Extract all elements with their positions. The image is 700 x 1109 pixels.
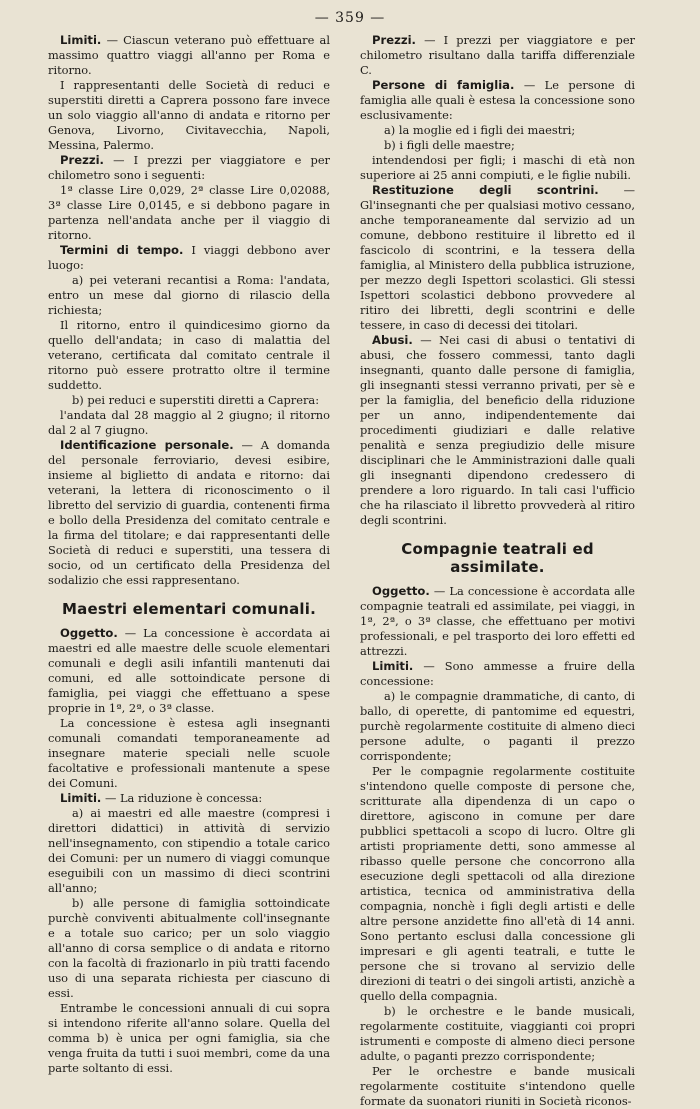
paragraph: [48, 318, 330, 393]
paragraph: [360, 584, 635, 659]
paragraph-text: — La concessione è accordata ai maestri ed alle maestre delle scuole elementari comunali e degli asili infantili mantenuti dai comuni, ed alle sottoindicate persone di famiglia, pei viaggi che effettuano a spese proprie in 1ª, 2ª, o 3ª classe.: [48, 626, 330, 715]
paragraph-text: La concessione è estesa agli insegnanti comunali comandati temporaneamente ad insegnare materie speciali nelle scuole facoltative e professionali mantenute a spese dei Comuni.: [48, 716, 330, 790]
paragraph: [360, 659, 635, 689]
paragraph-text: — Ciascun veterano può effettuare al massimo quattro viaggi all'anno per Roma e ritorno.: [48, 33, 330, 77]
paragraph: [48, 896, 330, 1001]
paragraph-lead: Identificazione personale.: [60, 438, 234, 452]
paragraph: [48, 153, 330, 183]
paragraph-lead: Limiti.: [60, 791, 102, 805]
paragraph-text: b) pei reduci e superstiti diretti a Caprera:: [72, 393, 320, 407]
paragraph-text: — Gl'insegnanti che per qualsiasi motivo cessano, anche temporaneamente dal servizio ad un comune, debbono restituire il libretto ed il fascicolo di scontrini, e la tessera della famiglia, al Ministero della pubblica istruzione, per mezzo degli Ispettori scolastici. Gli stessi Ispettori scolastici debbono provvedere al ritiro dei libretti, degli scontrini e delle tessere, in caso di decessi dei titolari.: [360, 183, 635, 332]
paragraph-lead: Oggetto.: [372, 584, 430, 598]
paragraph-text: a) le compagnie drammatiche, di canto, di ballo, di operette, di pantomime ed equestri, purchè regolarmente costituite di almeno dieci persone adulte, o paganti il prezzo corrispondente;: [360, 689, 635, 763]
paragraph-text: — I prezzi per viaggiatore e per chilometro risultano dalla tariffa differenziale C.: [360, 33, 635, 77]
paragraph-lead: Prezzi.: [372, 33, 416, 47]
paragraph-lead: Limiti.: [372, 659, 414, 673]
paragraph: [360, 138, 635, 153]
paragraph-text: b) alle persone di famiglia sottoindicate purchè conviventi abitualmente coll'insegnante e a totale suo carico; per un solo viaggio all'anno di corsa semplice o di andata e ritorno con la facoltà di frazionarlo in più tratti facendo uso di una separata richiesta per ciascuno di essi.: [48, 896, 330, 1000]
paragraph: [360, 333, 635, 528]
paragraph-lead: Persone di famiglia.: [372, 78, 515, 92]
paragraph-text: Il ritorno, entro il quindicesimo giorno da quello dell'andata; in caso di malattia del veterano, certificata dal comitato centrale il ritorno può essere protratto oltre il termine suddetto.: [48, 318, 330, 392]
paragraph-lead: Restituzione degli scontrini.: [372, 183, 599, 197]
paragraph: [48, 716, 330, 791]
paragraph: [360, 689, 635, 764]
paragraph-text: b) le orchestre e le bande musicali, regolarmente costituite, viaggianti coi propri istrumenti e composte di almeno dieci persone adulte, o paganti prezzo corrispondente;: [360, 1004, 635, 1063]
paragraph: [360, 1064, 635, 1109]
paragraph-text: b) i figli delle maestre;: [384, 138, 515, 152]
paragraph-lead: Prezzi.: [60, 153, 104, 167]
section-heading: Maestri elementari comunali.: [62, 600, 316, 618]
page-number: — 359 —: [314, 10, 386, 26]
paragraph: [48, 791, 330, 806]
paragraph: [48, 408, 330, 438]
paragraph: [48, 33, 330, 78]
paragraph-text: l'andata dal 28 maggio al 2 giugno; il ritorno dal 2 al 7 giugno.: [48, 408, 330, 437]
paragraph: [48, 273, 330, 318]
paragraph-text: Per le compagnie regolarmente costituite s'intendono quelle composte di persone che, scritturate alla dipendenza di un capo o direttore, agiscono in comune per dare pubblici spettacoli a scopo di lucro. Oltre gli artisti propriamente detti, sono ammesse al ribasso quelle persone che concorrono alla esecuzione degli spettacoli od alla direzione artistica, tecnica od amministrativa della compagnia, nonchè i figli degli artisti e delle altre persone anzidette fino all'età di 14 anni. Sono pertanto esclusi dalla concessione gli impresari e gli agenti teatrali, e tutte le persone che si trovano al servizio delle direzioni di teatri o dei singoli artisti, anzichè a quello della compagnia.: [360, 764, 635, 1003]
paragraph-text: a) la moglie ed i figli dei maestri;: [384, 123, 576, 137]
paragraph-lead: Abusi.: [372, 333, 413, 347]
left-column: [48, 33, 330, 1076]
paragraph-text: I rappresentanti delle Società di reduci e superstiti diretti a Caprera possono fare invece un solo viaggio all'anno di andata e ritorno per Genova, Livorno, Civitavecchia, Napoli, Messina, Palermo.: [48, 78, 330, 152]
paragraph-text: — Nei casi di abusi o tentativi di abusi, che fossero commessi, tanto dagli insegnanti, quanto dalle persone di famiglia, gli insegnanti stessi verranno privati, per sè e per la famiglia, del beneficio della riduzione per un anno, indipendentemente dai procedimenti giudiziari e dalle relative penalità e senza pregiudizio delle misure disciplinari che le Amministrazioni dalle quali gli insegnanti dipendono credessero di prendere a loro riguardo. In tali casi l'ufficio che ha rilasciato il libretto provvederà al ritiro degli scontrini.: [360, 333, 635, 527]
paragraph-text: I viaggi debbono aver luogo:: [48, 243, 330, 272]
paragraph: [360, 78, 635, 123]
paragraph-text: — Le persone di famiglia alle quali è estesa la concessione sono esclusivamente:: [360, 78, 636, 122]
paragraph: [48, 1001, 330, 1076]
section-heading: Compagnie teatrali ed assimilate.: [401, 540, 594, 576]
paragraph-text: 1ª classe Lire 0,029, 2ª classe Lire 0,02088, 3ª classe Lire 0,0145, e si debbono pagare in partenza nell'andata anche per il viaggio di ritorno.: [48, 183, 330, 242]
paragraph-text: — La riduzione è concessa:: [101, 791, 263, 805]
paragraph-lead: Limiti.: [60, 33, 102, 47]
paragraph: [48, 438, 330, 588]
paragraph-text: Per le orchestre e bande musicali regolarmente costituite s'intendono quelle formate da suonatori riuniti in Società riconos-: [360, 1064, 635, 1108]
paragraph-text: — La concessione è accordata alle compagnie teatrali ed assimilate, pei viaggi, in 1ª, 2ª, o 3ª classe, che effettuano per motivi professionali, e pel trasporto dei loro effetti ed attrezzi.: [360, 584, 635, 658]
paragraph-text: — I prezzi per viaggiatore e per chilometro sono i seguenti:: [48, 153, 330, 182]
right-column: [360, 33, 635, 1109]
paragraph: [48, 78, 330, 153]
paragraph: [360, 153, 635, 183]
paragraph: [360, 183, 635, 333]
paragraph: [48, 806, 330, 896]
paragraph: [48, 243, 330, 273]
paragraph: [48, 183, 330, 243]
paragraph-text: — A domanda del personale ferroviario, devesi esibire, insieme al biglietto di andata e ritorno: dai veterani, la lettera di riconoscimento o il libretto del servizio di guardia, contenenti firma e bollo della Presidenza del comitato centrale e la firma del titolare; e dai rappresentanti delle Società di reduci e superstiti, una tessera di socio, od un certificato della Presidenza del sodalizio che essi rappresentano.: [48, 438, 330, 587]
paragraph: [360, 123, 635, 138]
paragraph-text: intendendosi per figli; i maschi di età non superiore ai 25 anni compiuti, e le figlie nubili.: [360, 153, 635, 182]
paragraph-text: — Sono ammesse a fruire della concessione:: [360, 659, 635, 688]
paragraph-lead: Oggetto.: [60, 626, 118, 640]
paragraph: [360, 1004, 635, 1064]
paragraph-text: a) pei veterani recantisi a Roma: l'andata, entro un mese dal giorno di rilascio della richiesta;: [48, 273, 330, 317]
paragraph: [48, 393, 330, 408]
paragraph-text: a) ai maestri ed alle maestre (compresi i direttori didattici) in attività di servizio nell'insegnamento, con stipendio a totale carico dei Comuni: per un numero di viaggi comunque eseguibili con un massimo di dieci scontrini all'anno;: [48, 806, 330, 895]
paragraph-lead: Termini di tempo.: [60, 243, 184, 257]
paragraph-text: Entrambe le concessioni annuali di cui sopra si intendono riferite all'anno solare. Quella del comma b) è unica per ogni famiglia, sia che venga fruita da tutti i suoi membri, come da una parte soltanto di essi.: [48, 1001, 330, 1075]
paragraph: [360, 764, 635, 1004]
paragraph: [48, 626, 330, 716]
paragraph: [360, 33, 635, 78]
